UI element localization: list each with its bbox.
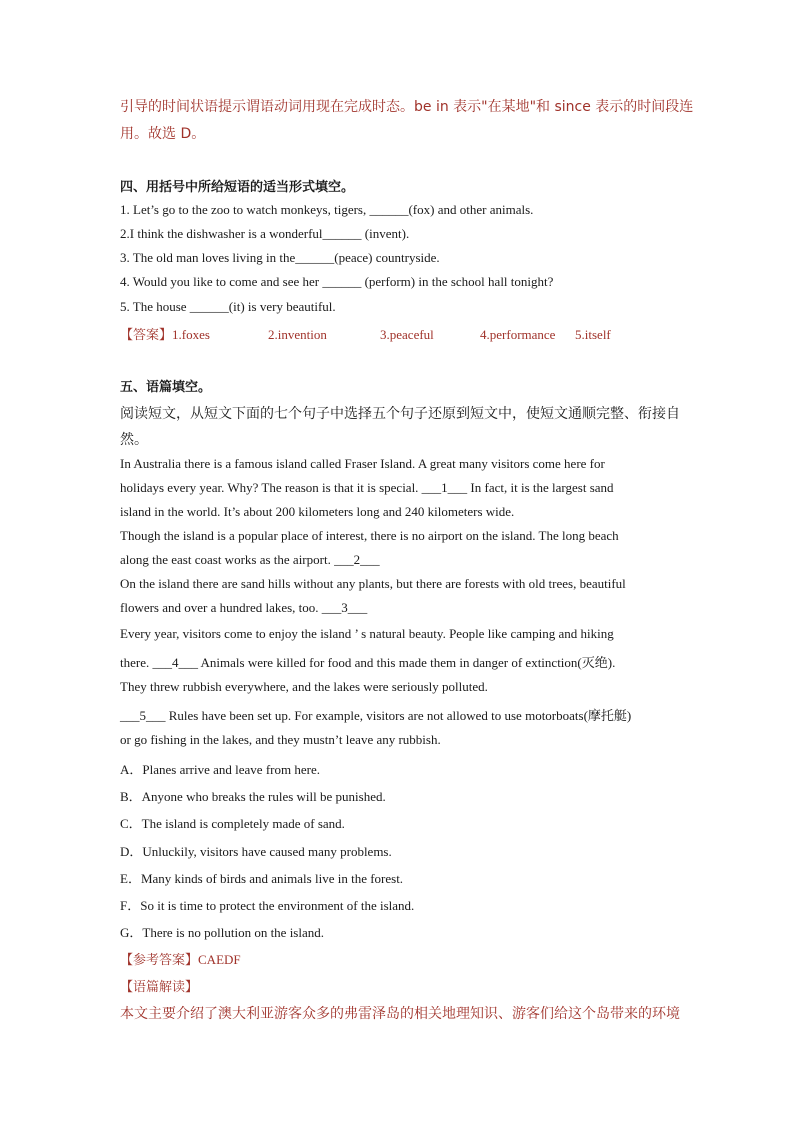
option-a: A．Planes arrive and leave from here. bbox=[120, 762, 320, 777]
option-d: D．Unluckily, visitors have caused many problems. bbox=[120, 844, 392, 859]
passage-line-2: holidays every year. Why? The reason is that it is special. ___1___ In fact, it is the largest sand bbox=[120, 480, 614, 495]
passage-line-9: there. ___4___ Animals were killed for food and this made them in danger of extinction(灭绝). bbox=[120, 655, 616, 670]
passage-line-3: island in the world. It’s about 200 kilometers long and 240 kilometers wide. bbox=[120, 504, 515, 519]
answer-1: 1.foxes bbox=[172, 327, 210, 342]
section5-instruction-2: 然。 bbox=[120, 432, 148, 448]
reference-answer bbox=[120, 949, 241, 968]
section5-instruction-1: 阅读短文，从短文下面的七个句子中选择五个句子还原到短文中，使短文通顺完整、衔接自 bbox=[120, 406, 680, 422]
section4-question-4: 4. Would you like to come and see her ______ (perform) in the school hall tonight? bbox=[120, 274, 554, 289]
passage-line-4: Though the island is a popular place of interest, there is no airport on the island. The long beach bbox=[120, 528, 619, 543]
section4-question-2: 2.I think the dishwasher is a wonderful______ (invent). bbox=[120, 226, 410, 241]
analysis-label: 【语篇解读】 bbox=[120, 980, 199, 995]
section4-question-3: 3. The old man loves living in the______(peace) countryside. bbox=[120, 250, 440, 265]
answer-3: 3.peaceful bbox=[380, 327, 434, 342]
answer-4: 4.performance bbox=[480, 327, 556, 342]
option-e: E．Many kinds of birds and animals live in the forest. bbox=[120, 871, 404, 886]
section4-question-5: 5. The house ______(it) is very beautiful. bbox=[120, 299, 336, 314]
passage-line-12: or go fishing in the lakes, and they mustn’t leave any rubbish. bbox=[120, 732, 441, 747]
option-b: B．Anyone who breaks the rules will be punished. bbox=[120, 789, 386, 804]
passage-line-1: In Australia there is a famous island called Fraser Island. A great many visitors come here for bbox=[120, 456, 605, 471]
answer-2: 2.invention bbox=[268, 327, 327, 342]
section4-heading: 四、用括号中所给短语的适当形式填空。 bbox=[120, 180, 355, 195]
option-f: F．So it is time to protect the environment of the island. bbox=[120, 898, 415, 913]
passage-line-6: On the island there are sand hills without any plants, but there are forests with old trees, beautiful bbox=[120, 576, 626, 591]
answer-label: 【答案】 bbox=[120, 328, 173, 343]
analysis-text: 本文主要介绍了澳大利亚游客众多的弗雷泽岛的相关地理知识、游客们给这个岛带来的环境 bbox=[120, 1006, 680, 1022]
passage-line-7: flowers and over a hundred lakes, too. ___3___ bbox=[120, 600, 368, 615]
passage-line-11: ___5___ Rules have been set up. For example, visitors are not allowed to use motorboats(摩托艇) bbox=[120, 708, 632, 723]
passage-line-10: They threw rubbish everywhere, and the lakes were seriously polluted. bbox=[120, 679, 488, 694]
reference-answer-value: CAEDF bbox=[198, 952, 241, 967]
reference-answer-label: 【参考答案】 bbox=[120, 953, 199, 968]
explanation-line-2: 用。故选 D。 bbox=[120, 126, 206, 142]
passage-line-8: Every year, visitors come to enjoy the island ’ s natural beauty. People like camping and hiking bbox=[120, 626, 614, 641]
answer-5: 5.itself bbox=[575, 327, 611, 342]
section4-question-1: 1. Let’s go to the zoo to watch monkeys, tigers, ______(fox) and other animals. bbox=[120, 202, 534, 217]
section4-answers bbox=[120, 324, 611, 343]
option-g: G．There is no pollution on the island. bbox=[120, 925, 325, 940]
passage-line-5: along the east coast works as the airport. ___2___ bbox=[120, 552, 380, 567]
option-c: C．The island is completely made of sand. bbox=[120, 816, 345, 831]
section5-heading: 五、语篇填空。 bbox=[120, 380, 212, 395]
explanation-line-1: 引导的时间状语提示谓语动词用现在完成时态。be in 表示"在某地"和 since 表示的时间段连 bbox=[120, 99, 694, 115]
